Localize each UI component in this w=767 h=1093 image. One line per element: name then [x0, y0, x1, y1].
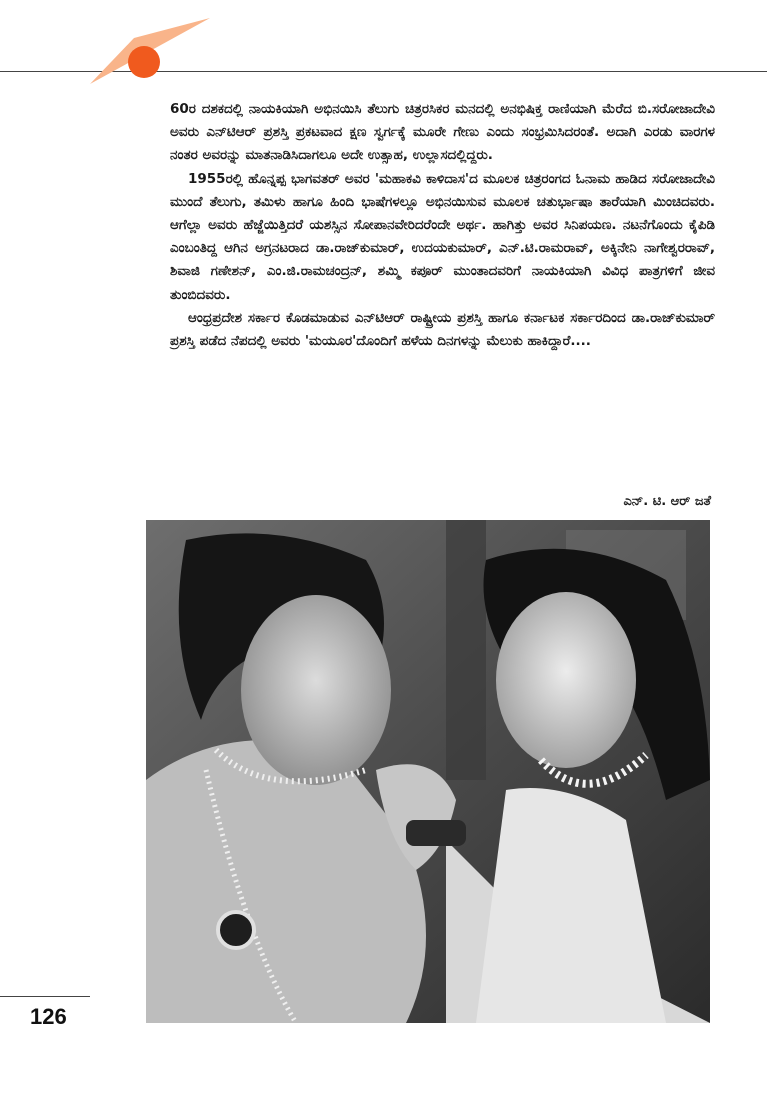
footer-rule: [0, 996, 90, 997]
paragraph-2: 1955ರಲ್ಲಿ ಹೊನ್ನಪ್ಪ ಭಾಗವತರ್ ಅವರ 'ಮಹಾಕವಿ ಕಾಳಿದಾಸ'ದ ಮೂಲಕ ಚಿತ್ರರಂಗದ ಓನಾಮ ಹಾಡಿದ ಸರೋಜಾದೇವಿ ಮುಂದೆ ತೆಲುಗು, ತಮಿಳು ಹಾಗೂ ಹಿಂದಿ ಭಾಷೆಗಳಲ್ಲೂ ಅಭಿನಯಿಸುವ ಮೂಲಕ ಚತುರ್ಭಾಷಾ ತಾರೆಯಾಗಿ ಮಿಂಚಿದವರು. ಆಗೆಲ್ಲಾ ಅವರು ಹೆಜ್ಜೆಯಿತ್ತಿದರೆ ಯಶಸ್ಸಿನ ಸೋಪಾನವೇರಿದರೆಂದೇ ಅರ್ಥ. ಹಾಗಿತ್ತು ಅವರ ಸಿನಿಪಯಣ. ನಟನೆಗೊಂದು ಕೈಪಿಡಿ ಎಂಬಂತಿದ್ದ ಆಗಿನ ಅಗ್ರನಟರಾದ ಡಾ.ರಾಜ್‌ಕುಮಾರ್, ಉದಯಕುಮಾರ್, ಎನ್.ಟಿ.ರಾಮರಾವ್, ಅಕ್ಕಿನೇನಿ ನಾಗೇಶ್ವರರಾವ್, ಶಿವಾಜಿ ಗಣೇಶನ್, ಎಂ.ಜಿ.ರಾಮಚಂದ್ರನ್, ಶಮ್ಮಿ ಕಪೂರ್ ಮುಂತಾದವರಿಗೆ ನಾಯಕಿಯಾಗಿ ವಿವಿಧ ಪಾತ್ರಗಳಿಗೆ ಜೀವ ತುಂಬಿದವರು.: [170, 170, 715, 303]
paragraph-3: ಆಂಧ್ರಪ್ರದೇಶ ಸರ್ಕಾರ ಕೊಡಮಾಡುವ ಎನ್‌ಟಿಆರ್ ರಾಷ್ಟ್ರೀಯ ಪ್ರಶಸ್ತಿ ಹಾಗೂ ಕರ್ನಾಟಕ ಸರ್ಕಾರದಿಂದ ಡಾ.ರಾಜ್‌ಕುಮಾರ್ ಪ್ರಶಸ್ತಿ ಪಡೆದ ನೆಪದಲ್ಲಿ ಅವರು 'ಮಯೂರ'ದೊಂದಿಗೆ ಹಳೆಯ ದಿನಗಳನ್ನು ಮೆಲುಕು ಹಾಕಿದ್ದಾರೆ....: [170, 309, 715, 350]
photo-caption: ಎನ್. ಟಿ. ಆರ್ ಜತೆ: [623, 494, 711, 509]
page-number: 126: [30, 1004, 67, 1029]
magazine-logo-icon: [86, 16, 210, 88]
article-body: [170, 98, 715, 353]
photo-illustration: [146, 520, 710, 1023]
film-still-photo: [146, 520, 710, 1023]
paragraph-1: 60ರ ದಶಕದಲ್ಲಿ ನಾಯಕಿಯಾಗಿ ಅಭಿನಯಿಸಿ ತೆಲುಗು ಚಿತ್ರರಸಿಕರ ಮನದಲ್ಲಿ ಅನಭಿಷಿಕ್ತ ರಾಣಿಯಾಗಿ ಮೆರೆದ ಬಿ.ಸರೋಜಾದೇವಿ ಅವರು ಎನ್‌ಟಿಆರ್ ಪ್ರಶಸ್ತಿ ಪ್ರಕಟವಾದ ಕ್ಷಣ ಸ್ವರ್ಗಕ್ಕೆ ಮೂರೇ ಗೇಣು ಎಂದು ಸಂಭ್ರಮಿಸಿದರಂತೆ. ಅದಾಗಿ ಎರಡು ವಾರಗಳ ನಂತರ ಅವರನ್ನು ಮಾತನಾಡಿಸಿದಾಗಲೂ ಅದೇ ಉತ್ಸಾಹ, ಉಲ್ಲಾಸದಲ್ಲಿದ್ದರು.: [170, 101, 715, 164]
